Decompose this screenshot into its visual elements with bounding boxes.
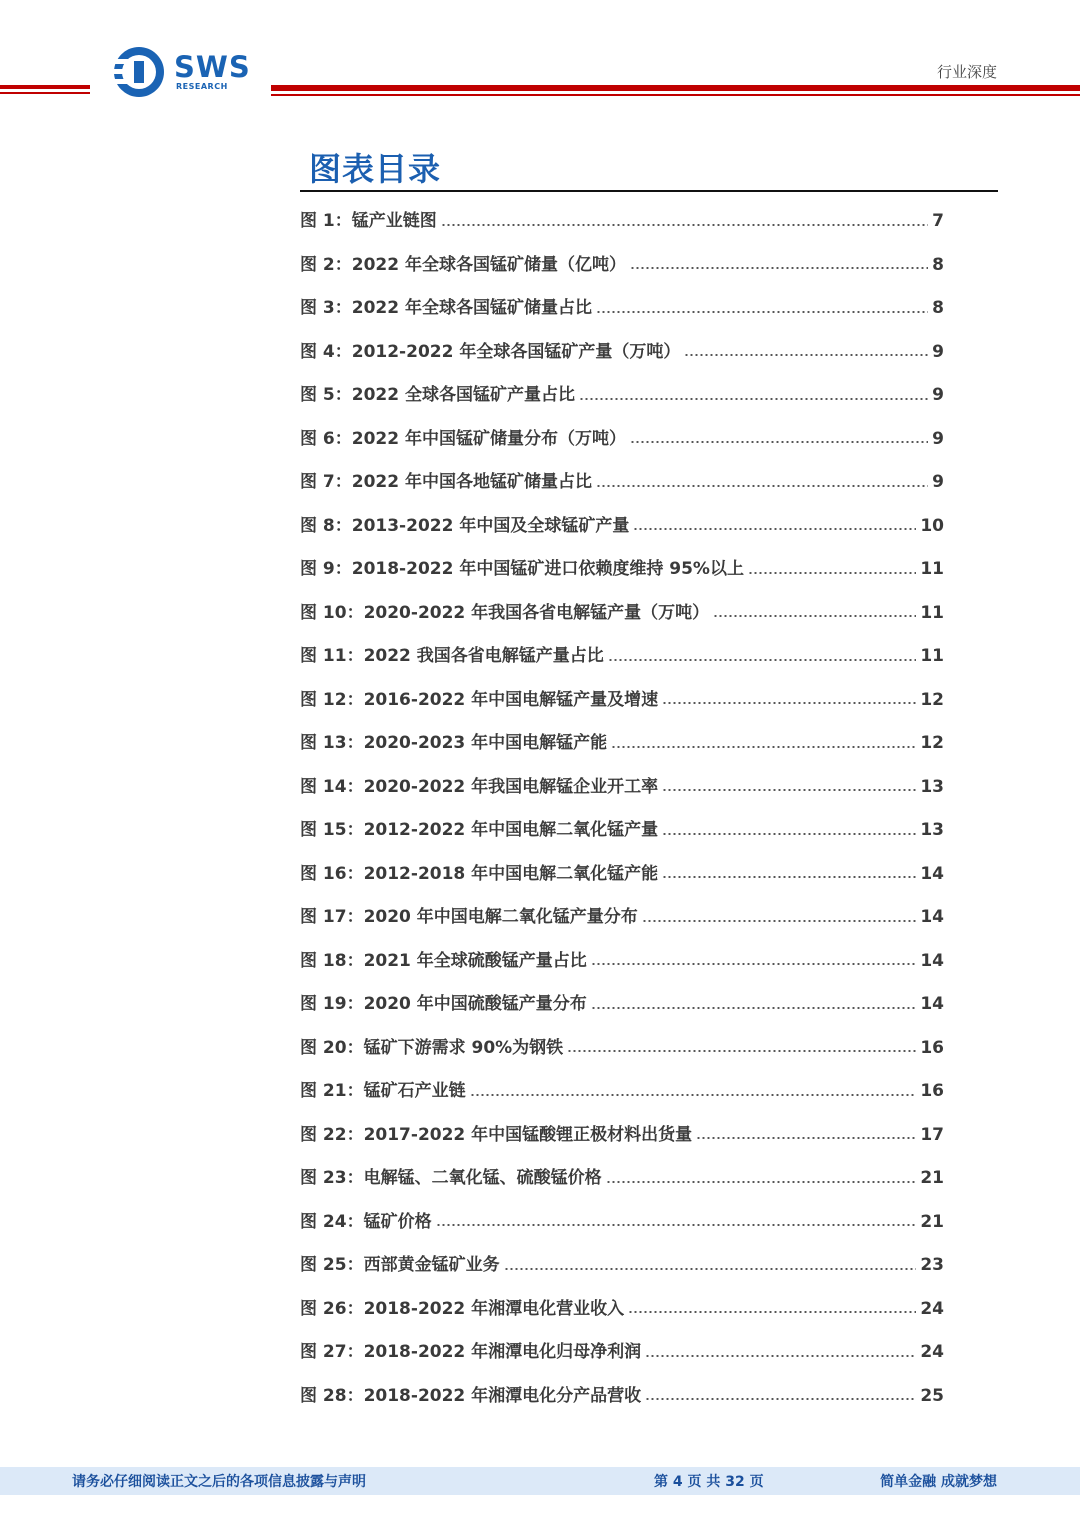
toc-item-page: 13 <box>920 820 944 840</box>
toc-item-label: 图 12：2016-2022 年中国电解锰产量及增速 <box>300 689 659 710</box>
toc-dot-leader <box>579 398 928 400</box>
toc-item-label: 图 16：2012-2018 年中国电解二氧化锰产能 <box>300 863 659 884</box>
footer-disclaimer: 请务必仔细阅读正文之后的各项信息披露与声明 <box>72 1474 366 1490</box>
toc-item-page: 23 <box>920 1255 944 1275</box>
toc-item-page: 14 <box>920 907 944 927</box>
header-rule-left-thin <box>0 92 90 94</box>
toc-item[interactable] <box>300 766 944 810</box>
toc-item[interactable] <box>300 1201 944 1245</box>
header-rule-right-thick <box>271 85 1080 91</box>
toc-item[interactable] <box>300 722 944 766</box>
toc-item-label: 图 22：2017-2022 年中国锰酸锂正极材料出货量 <box>300 1124 693 1145</box>
toc-item-page: 24 <box>920 1298 944 1319</box>
toc-item-page: 14 <box>920 863 944 884</box>
toc-item-page: 21 <box>920 1211 944 1232</box>
toc-item-page: 12 <box>920 733 944 753</box>
toc-dot-leader <box>633 528 916 530</box>
toc-dot-leader <box>662 702 916 704</box>
toc-item[interactable] <box>300 374 944 418</box>
toc-dot-leader <box>645 1398 916 1400</box>
toc-dot-leader <box>630 267 928 269</box>
toc-item-page: 24 <box>920 1342 944 1362</box>
toc-item[interactable] <box>300 331 944 375</box>
toc-item-label: 图 7：2022 年中国各地锰矿储量占比 <box>300 472 592 492</box>
toc-item[interactable] <box>300 548 944 592</box>
toc-item[interactable] <box>300 853 944 897</box>
toc-item-page: 7 <box>932 211 944 231</box>
toc-item[interactable] <box>300 461 944 505</box>
toc-item-page: 14 <box>920 994 944 1014</box>
toc-item-page: 14 <box>920 950 944 971</box>
toc-item-page: 11 <box>920 646 944 666</box>
toc-item-page: 17 <box>920 1124 944 1145</box>
toc-item[interactable] <box>300 244 944 288</box>
document-type-label: 行业深度 <box>936 63 997 81</box>
toc-item-label: 图 3：2022 年全球各国锰矿储量占比 <box>300 298 592 318</box>
toc-item-page: 11 <box>920 602 944 623</box>
toc-item-page: 8 <box>932 254 944 275</box>
toc-dot-leader <box>504 1268 917 1270</box>
toc-item[interactable] <box>300 418 944 462</box>
page-footer <box>0 1467 1080 1495</box>
toc-item-page: 16 <box>920 1037 944 1058</box>
toc-item-page: 13 <box>920 776 944 797</box>
toc-item[interactable] <box>300 505 944 549</box>
toc-item-label: 图 13：2020-2023 年中国电解锰产能 <box>300 733 608 753</box>
toc-item[interactable] <box>300 635 944 679</box>
toc-item-label: 图 20：锰矿下游需求 90%为钢铁 <box>300 1037 564 1058</box>
toc-dot-leader <box>441 224 928 226</box>
toc-dot-leader <box>567 1050 916 1052</box>
toc-item[interactable] <box>300 809 944 853</box>
toc-title: 图表目录 <box>309 150 442 188</box>
page-header <box>0 0 1080 110</box>
footer-slogan: 简单金融 成就梦想 <box>880 1474 997 1490</box>
toc-item[interactable] <box>300 1288 944 1332</box>
toc-dot-leader <box>596 311 928 313</box>
toc-item[interactable] <box>300 940 944 984</box>
toc-item-label: 图 5：2022 全球各国锰矿产量占比 <box>300 385 575 405</box>
company-logo <box>112 44 251 100</box>
toc-item-page: 10 <box>920 515 944 536</box>
toc-item-label: 图 27：2018-2022 年湘潭电化归母净利润 <box>300 1342 642 1362</box>
logo-subtext: RESEARCH <box>176 82 228 91</box>
toc-item-label: 图 8：2013-2022 年中国及全球锰矿产量 <box>300 515 630 536</box>
toc-item-label: 图 26：2018-2022 年湘潭电化营业收入 <box>300 1298 625 1319</box>
toc-item-page: 16 <box>920 1081 944 1101</box>
toc-list <box>300 200 944 1418</box>
header-rule-right-thin <box>271 94 1080 96</box>
toc-item-label: 图 24：锰矿价格 <box>300 1211 432 1232</box>
toc-item-label: 图 17：2020 年中国电解二氧化锰产量分布 <box>300 907 638 927</box>
toc-item-label: 图 23：电解锰、二氧化锰、硫酸锰价格 <box>300 1168 602 1188</box>
toc-dot-leader <box>684 354 928 356</box>
toc-item-label: 图 4：2012-2022 年全球各国锰矿产量（万吨） <box>300 341 681 362</box>
toc-item-label: 图 10：2020-2022 年我国各省电解锰产量（万吨） <box>300 602 710 623</box>
header-rule-left-thick <box>0 85 90 89</box>
toc-dot-leader <box>642 920 917 922</box>
toc-item-label: 图 25：西部黄金锰矿业务 <box>300 1255 500 1275</box>
toc-item-label: 图 28：2018-2022 年湘潭电化分产品营收 <box>300 1385 642 1406</box>
toc-item-label: 图 14：2020-2022 年我国电解锰企业开工率 <box>300 776 659 797</box>
toc-item[interactable] <box>300 200 944 244</box>
toc-item[interactable] <box>300 1375 944 1419</box>
toc-item-page: 8 <box>932 298 944 318</box>
toc-dot-leader <box>662 876 916 878</box>
toc-dot-leader <box>662 833 916 835</box>
toc-item[interactable] <box>300 1114 944 1158</box>
toc-item[interactable] <box>300 1027 944 1071</box>
title-underline <box>300 190 998 192</box>
toc-item[interactable] <box>300 896 944 940</box>
toc-item[interactable] <box>300 1070 944 1114</box>
toc-item[interactable] <box>300 983 944 1027</box>
toc-dot-leader <box>645 1355 916 1357</box>
toc-item-page: 9 <box>932 472 944 492</box>
toc-dot-leader <box>662 789 916 791</box>
toc-item[interactable] <box>300 1331 944 1375</box>
toc-item-page: 11 <box>920 559 944 579</box>
toc-dot-leader <box>608 659 917 661</box>
toc-item-page: 25 <box>920 1385 944 1406</box>
toc-dot-leader <box>591 1007 917 1009</box>
toc-item-label: 图 11：2022 我国各省电解锰产量占比 <box>300 646 604 666</box>
sws-logo-icon <box>112 45 166 99</box>
toc-dot-leader <box>591 963 917 965</box>
toc-item-label: 图 15：2012-2022 年中国电解二氧化锰产量 <box>300 820 659 840</box>
toc-item[interactable] <box>300 679 944 723</box>
toc-item-label: 图 18：2021 年全球硫酸锰产量占比 <box>300 950 587 971</box>
toc-dot-leader <box>696 1137 916 1139</box>
logo-wordmark: SWS <box>174 50 251 84</box>
toc-dot-leader <box>611 746 916 748</box>
toc-dot-leader <box>596 485 928 487</box>
toc-item-page: 9 <box>932 341 944 362</box>
toc-item-page: 21 <box>920 1168 944 1188</box>
toc-item-page: 9 <box>932 428 944 449</box>
toc-item-label: 图 19：2020 年中国硫酸锰产量分布 <box>300 994 587 1014</box>
toc-item-page: 9 <box>932 385 944 405</box>
toc-dot-leader <box>470 1094 917 1096</box>
toc-dot-leader <box>630 441 928 443</box>
toc-item[interactable] <box>300 1244 944 1288</box>
toc-item-page: 12 <box>920 689 944 710</box>
footer-page-number: 第 4 页 共 32 页 <box>654 1474 764 1490</box>
toc-dot-leader <box>748 572 916 574</box>
toc-item-label: 图 21：锰矿石产业链 <box>300 1081 466 1101</box>
toc-dot-leader <box>606 1181 917 1183</box>
toc-item[interactable] <box>300 1157 944 1201</box>
toc-dot-leader <box>713 615 916 617</box>
toc-item-label: 图 6：2022 年中国锰矿储量分布（万吨） <box>300 428 626 449</box>
toc-item[interactable] <box>300 592 944 636</box>
toc-dot-leader <box>628 1311 916 1313</box>
toc-item-label: 图 9：2018-2022 年中国锰矿进口依赖度维持 95%以上 <box>300 559 744 579</box>
toc-item[interactable] <box>300 287 944 331</box>
toc-item-label: 图 2：2022 年全球各国锰矿储量（亿吨） <box>300 254 626 275</box>
toc-dot-leader <box>436 1224 917 1226</box>
toc-item-label: 图 1：锰产业链图 <box>300 211 437 231</box>
